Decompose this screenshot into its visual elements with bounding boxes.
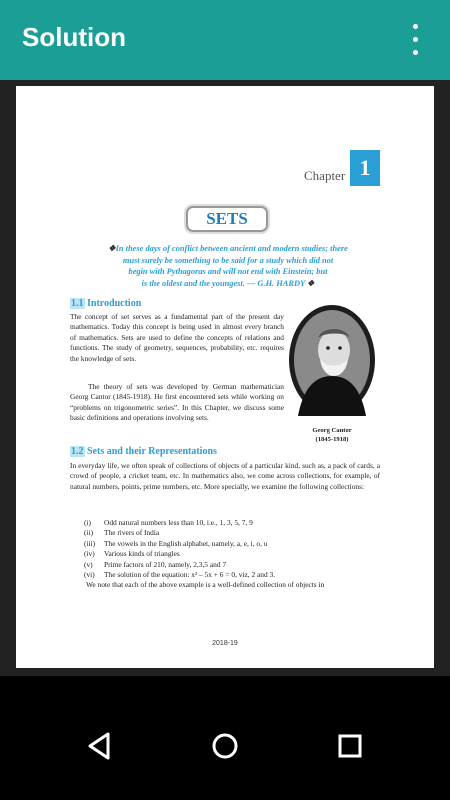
list-item [84,518,384,528]
document-page [16,86,434,668]
item-text: The rivers of India [104,528,160,538]
section-heading-introduction [70,298,141,309]
item-number: (v) [84,559,93,569]
app-bar [0,0,450,80]
item-number: (i) [84,518,91,527]
list-item [84,549,384,559]
section-title: Introduction [87,298,142,309]
item-number: (iv) [84,549,95,559]
note-text: We note that each of the above example is a well-defined collection of objects in [86,580,325,589]
section-title: Sets and their Representations [87,446,217,457]
portrait-caption [296,426,368,444]
chapter-title: SETS [186,206,268,232]
more-vert-icon[interactable] [402,22,428,58]
examples-list [84,518,384,580]
quote-line: begin with Pythagoras and will not end with Einstein; but [128,267,328,276]
quote-star: ❖ [306,278,315,288]
item-text: Various kinds of triangles [104,549,180,559]
quote-line: In these days of conflict between ancient and modern studies; there [115,244,348,253]
chapter-number: 1 [350,150,380,186]
section-heading-sets [70,446,217,457]
list-item [84,539,384,549]
caption-name: Georg Cantor [312,427,352,434]
quote-line: must surely be something to be said for a study which did not [122,255,334,265]
intro-paragraph-2: The theory of sets was developed by German mathematician Georg Cantor (1845-1918). He first encountered sets while working on “problems on trigonometric series”. In this Chapter, we discuss some basic definitions and operations involving sets. [70,382,284,423]
chapter-label: Chapter [304,168,346,183]
list-item [84,570,384,580]
quote-star: ❖ [108,244,116,253]
caption-years: (1845-1918) [315,436,349,443]
section-number: 1.1 [71,298,84,309]
back-triangle-icon[interactable] [80,726,120,766]
home-circle-icon[interactable] [205,726,245,766]
item-text: Prime factors of 210, namely, 2,3,5 and 7 [104,559,227,569]
item-number: (iii) [84,538,96,548]
item-number: (vi) [84,570,95,580]
item-text: Odd natural numbers less than 10, i.e., 1, 3, 5, 7, 9 [104,518,253,527]
georg-cantor-portrait [288,304,376,416]
epigraph [78,243,378,289]
page-footer: 2018-19 [212,640,238,647]
item-text: The solution of the equation: x² – 5x + 6 = 0, viz, 2 and 3. [104,570,276,580]
quote-line: is the oldest and the youngest. — G.H. HARDY [141,278,305,288]
list-item [84,560,384,570]
item-text: The vowels in the English alphabet, namely, a, e, i, o, u [104,538,268,548]
recents-square-icon[interactable] [330,726,370,766]
list-item [84,528,384,538]
item-number: (ii) [84,528,94,538]
section-number: 1.2 [71,446,84,457]
app-title: Solution [22,22,126,52]
document-viewer[interactable] [0,80,450,676]
sets-paragraph: In everyday life, we often speak of collections of objects of a particular kind, such as, a pack of cards, a crowd of people, a cricket team, etc. In mathematics also, we come across collections, for example, of natural numbers, points, prime numbers, etc. More specially, we examine the following collections: [70,461,380,491]
system-nav-bar [0,676,450,800]
intro-paragraph-1: The concept of set serves as a fundamental part of the present day mathematics. Today this concept is being used in almost every branch of mathematics. Sets are used to define the concepts of relations and functions. The study of geometry, sequences, probability, etc. requires the knowledge of sets. [70,312,284,363]
